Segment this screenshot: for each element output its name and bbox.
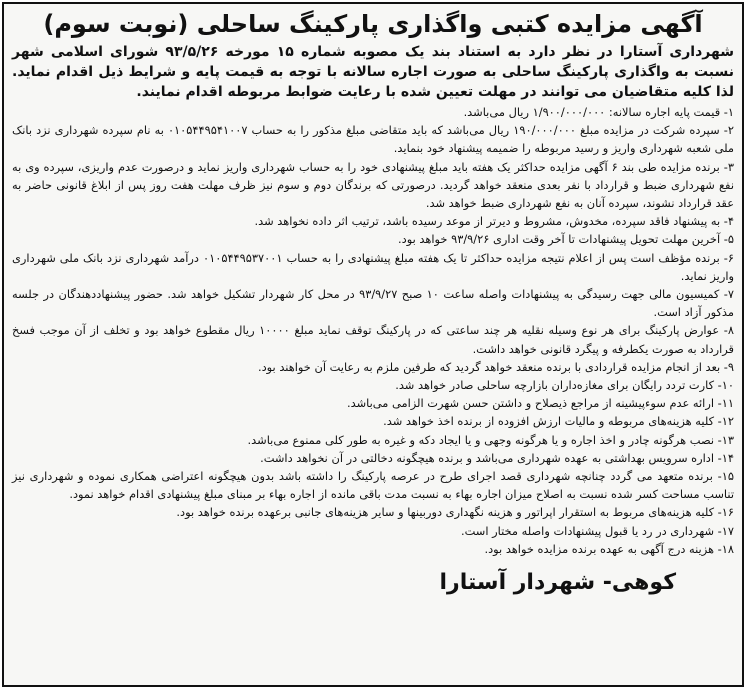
- condition-item: ۱۲- کلیه هزینه‌های مربوطه و مالیات ارزش افزوده از برنده اخذ خواهد شد.: [383, 414, 734, 429]
- condition-item: ۱۶- کلیه هزینه‌های مربوط به استقرار اپراتور و هزینه نگهداری دوربینها و سایر هزینه‌های جانبی برعهده برنده خواهد بود.: [176, 505, 734, 520]
- condition-item: ۱۵- برنده متعهد می گردد چنانچه شهرداری قصد اجرای طرح در عرصه پارکینگ را داشته باشد بدون هیچگونه اعتراضی همکاری نموده و شهرداری نیز تناسب مساحت کسر شده نسبت به اصلاح میزان اجاره بهاء به نسبت مدت باقی مانده از اجاره بهاء بر مبنای مبلغ پیشنهادی اقدام خواهد نمود.: [12, 469, 734, 502]
- notice-intro: شهرداری آستارا در نظر دارد به استناد بند یک مصوبه شماره ۱۵ مورخه ۹۳/۵/۲۶ شورای اسلامی شهر نسبت به واگذاری پارکینگ ساحلی به صورت اجاره سالانه با توجه به قیمت پایه و شرایط ذیل اقدام نماید. لذا کلیه متقاضیان می توانند در مهلت تعیین شده با رعایت ضوابط مربوطه اقدام نمایند.: [12, 44, 734, 100]
- condition-item: ۹- بعد از انجام مزایده قراردادی با برنده منعقد خواهد گردید که طرفین ملزم به رعایت آن خواهند بود.: [257, 359, 734, 374]
- condition-item: ۴- به پیشنهاد فاقد سپرده، مخدوش، مشروط و دیرتر از موعد رسیده باشد، ترتیب اثر داده نخواهد شد.: [254, 214, 734, 229]
- condition-item: ۲- سپرده شرکت در مزایده مبلغ ۱۹۰/۰۰۰/۰۰۰ ریال می‌باشد که باید متقاضی مبلغ مذکور را به حساب ۰۱۰۵۴۴۹۵۴۱۰۰۷ به نام سپرده شهرداری نزد بانک ملی شعبه شهرداری واریز و رسید مربوطه را ضمیمه پیشنهاد خود بنماید.: [12, 123, 734, 156]
- condition-item: ۵- آخرین مهلت تحویل پیشنهادات تا آخر وقت اداری ۹۳/۹/۲۶ خواهد بود.: [398, 232, 734, 247]
- condition-item: ۱۸- هزینه درج آگهی به عهده برنده مزایده خواهد بود.: [484, 541, 734, 556]
- notice-body: [12, 8, 734, 681]
- condition-item: ۳- برنده مزایده طی بند ۶ آگهی مزایده حداکثر یک هفته باید مبلغ پیشنهادی خود را به حساب شهرداری واریز نماید و درصورت عدم واریزی، سپرده وی به نفع شهرداری ضبط و قرارداد با نفر بعدی منعقد خواهد گردید. درصورتی که برندگان دوم و سوم نیز ظرف مهلت هفت روز پس از ابلاغ قانونی حاضر به عقد قرارداد نشوند، سپرده آنان به نفع شهرداری ضبط خواهد شد.: [12, 159, 734, 211]
- condition-item: ۱۳- نصب هرگونه چادر و اخذ اجاره و یا هرگونه وجهی و یا ایجاد دکه و غیره به طور کلی ممنوع می‌باشد.: [247, 432, 734, 447]
- condition-item: ۱۷- شهرداری در رد یا قبول پیشنهادات واصله مختار است.: [461, 523, 734, 538]
- condition-item: ۸- عوارض پارکینگ برای هر نوع وسیله نقلیه هر چند ساعتی که در پارکینگ توقف نماید مبلغ ۱۰۰۰۰ ریال مقطوع خواهد بود و تخلف از آن موجب فسخ قرارداد به صورت یکطرفه و پیگرد قانونی خواهد داشت.: [12, 323, 734, 356]
- condition-item: ۱- قیمت پایه اجاره سالانه: ۱/۹۰۰/۰۰۰/۰۰۰ ریال می‌باشد.: [463, 105, 734, 119]
- condition-item: ۱۴- اداره سرویس بهداشتی به عهده شهرداری می‌باشد و برنده هیچگونه دخالتی در آن نخواهد داشت.: [260, 450, 734, 465]
- notice-title: آگهی مزایده کتبی واگذاری پارکینگ ساحلی (نوبت سوم): [43, 10, 703, 38]
- condition-item: ۱۰- کارت تردد رایگان برای مغازه‌داران بازارچه ساحلی صادر خواهد شد.: [395, 378, 734, 393]
- notice-frame: [2, 2, 744, 687]
- condition-item: ۶- برنده مؤظف است پس از اعلام نتیجه مزایده حداکثر تا یک هفته مبلغ پیشنهادی را به حساب ۰۱۰۵۴۴۹۵۳۷۰۰۱ درآمد شهرداری نزد بانک ملی شهرداری واریز نماید.: [12, 250, 734, 283]
- condition-item: ۱۱- ارائه عدم سوءپیشینه از مراجع ذیصلاح و داشتن حسن شهرت الزامی می‌باشد.: [347, 396, 734, 411]
- conditions-list: [12, 103, 734, 558]
- mayor-signature: کوهی- شهردار آستارا: [439, 570, 676, 596]
- condition-item: ۷- کمیسیون مالی جهت رسیدگی به پیشنهادات واصله ساعت ۱۰ صبح ۹۳/۹/۲۷ در محل کار شهردار تشکیل خواهد شد. حضور پیشنهاددهندگان در جلسه مذکور آزاد است.: [12, 287, 734, 320]
